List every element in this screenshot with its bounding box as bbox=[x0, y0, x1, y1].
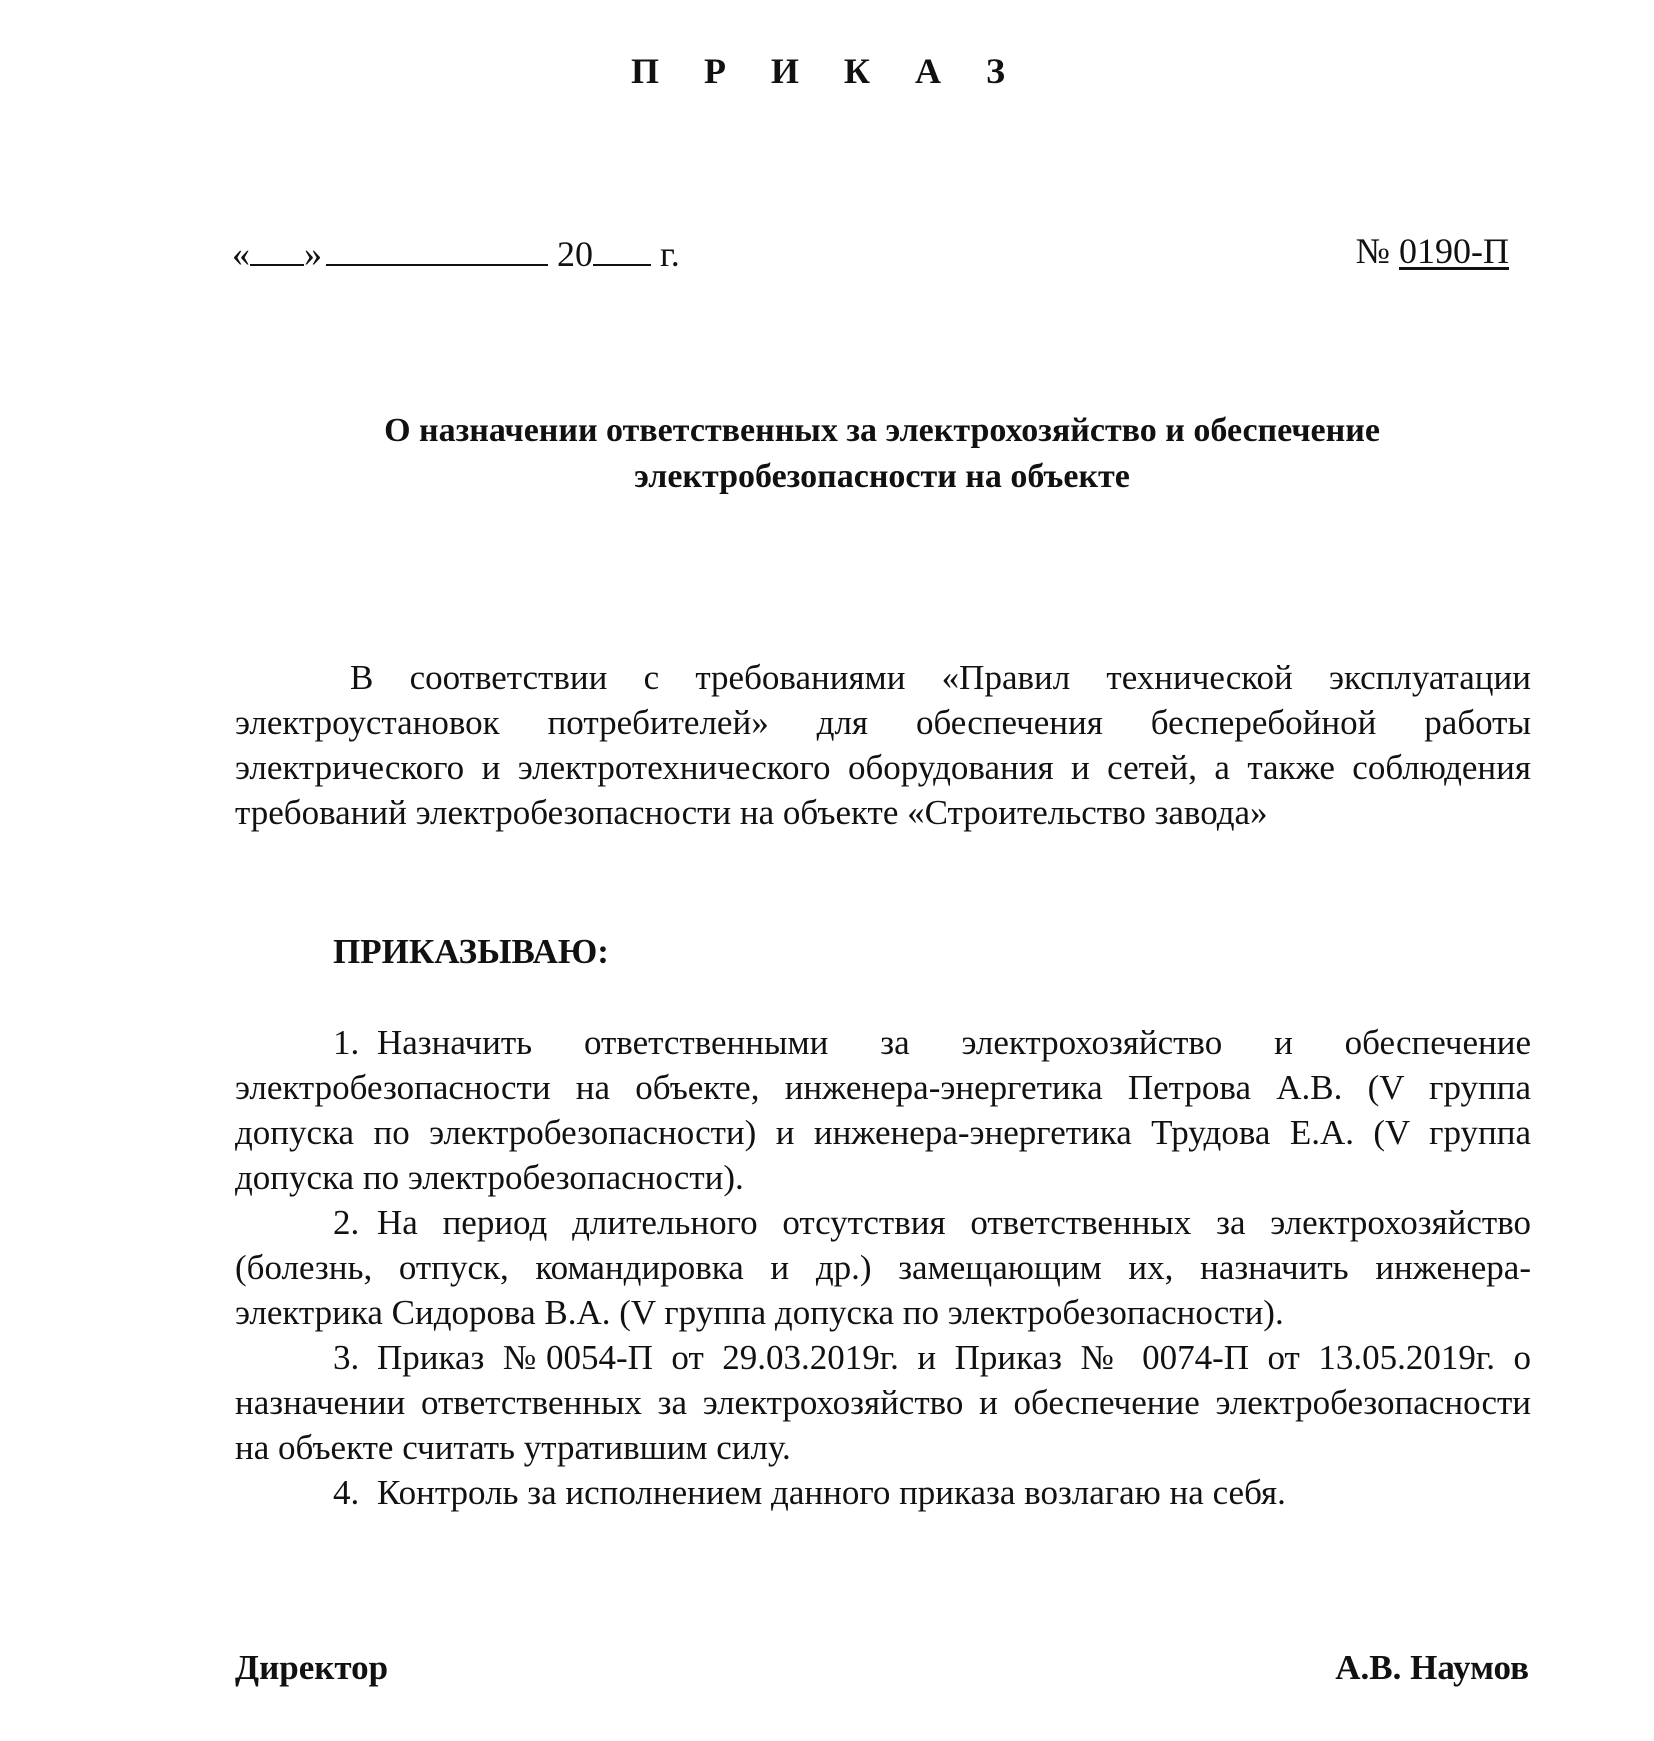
item-text: Назначить ответственными за электрохозяйство и обеспечение электробезопасности на объекте, инженера-энергетика Петрова А.В. (V группа допуска по электробезопасности) и инженера-энергетика Трудова Е.А. (V группа допуска по электробезопасности). bbox=[235, 1023, 1531, 1197]
item-text: На период длительного отсутствия ответственных за электрохозяйство (болезнь, отпуск, командировка и др.) замещающим их, назначить инженера-электрика Сидорова В.А. (V группа допуска по электробезопасности). bbox=[235, 1203, 1531, 1332]
year-blank bbox=[593, 230, 651, 266]
subject-line: электробезопасности на объекте bbox=[634, 458, 1130, 495]
year-prefix: 20 bbox=[557, 234, 593, 274]
item-text: Приказ №0054-П от 29.03.2019г. и Приказ № 0074-П от 13.05.2019г. о назначении ответственных за электрохозяйство и обеспечение электробезопасности на объекте считать утратившим силу. bbox=[235, 1338, 1531, 1467]
day-blank bbox=[250, 230, 304, 266]
order-number-prefix: № bbox=[1355, 231, 1390, 271]
item-number: 3. bbox=[333, 1338, 360, 1377]
order-item bbox=[235, 1470, 1531, 1515]
year-suffix: г. bbox=[660, 234, 680, 274]
order-subject bbox=[232, 408, 1532, 500]
order-items-list bbox=[235, 1020, 1531, 1515]
order-item bbox=[235, 1335, 1531, 1470]
directive-heading: ПРИКАЗЫВАЮ: bbox=[333, 932, 609, 971]
preamble-paragraph: В соответствии с требованиями «Правил технической эксплуатации электроустановок потребителей» для обеспечения бесперебойной работы электрического и электротехнического оборудования и сетей, а также соблюдения требований электробезопасности на объекте «Строительство завода» bbox=[235, 658, 1531, 832]
item-number: 1. bbox=[333, 1023, 360, 1062]
order-number bbox=[1356, 230, 1509, 272]
document-title: П Р И К А З bbox=[630, 51, 1024, 91]
date-number-row bbox=[232, 230, 1509, 280]
item-number: 2. bbox=[333, 1203, 360, 1242]
order-item bbox=[235, 1020, 1531, 1200]
signer-position: Директор bbox=[235, 1648, 389, 1687]
subject-line: О назначении ответственных за электрохозяйство и обеспечение bbox=[384, 412, 1380, 449]
order-number-value: 0190-П bbox=[1399, 231, 1509, 271]
item-number: 4. bbox=[333, 1473, 360, 1512]
date-field bbox=[232, 230, 680, 275]
month-blank bbox=[326, 230, 548, 266]
item-text: Контроль за исполнением данного приказа возлагаю на себя. bbox=[377, 1473, 1286, 1512]
date-close-quote: » bbox=[304, 234, 322, 274]
date-open-quote: « bbox=[232, 234, 250, 274]
order-item bbox=[235, 1200, 1531, 1335]
signer-name: А.В. Наумов bbox=[1335, 1648, 1529, 1687]
